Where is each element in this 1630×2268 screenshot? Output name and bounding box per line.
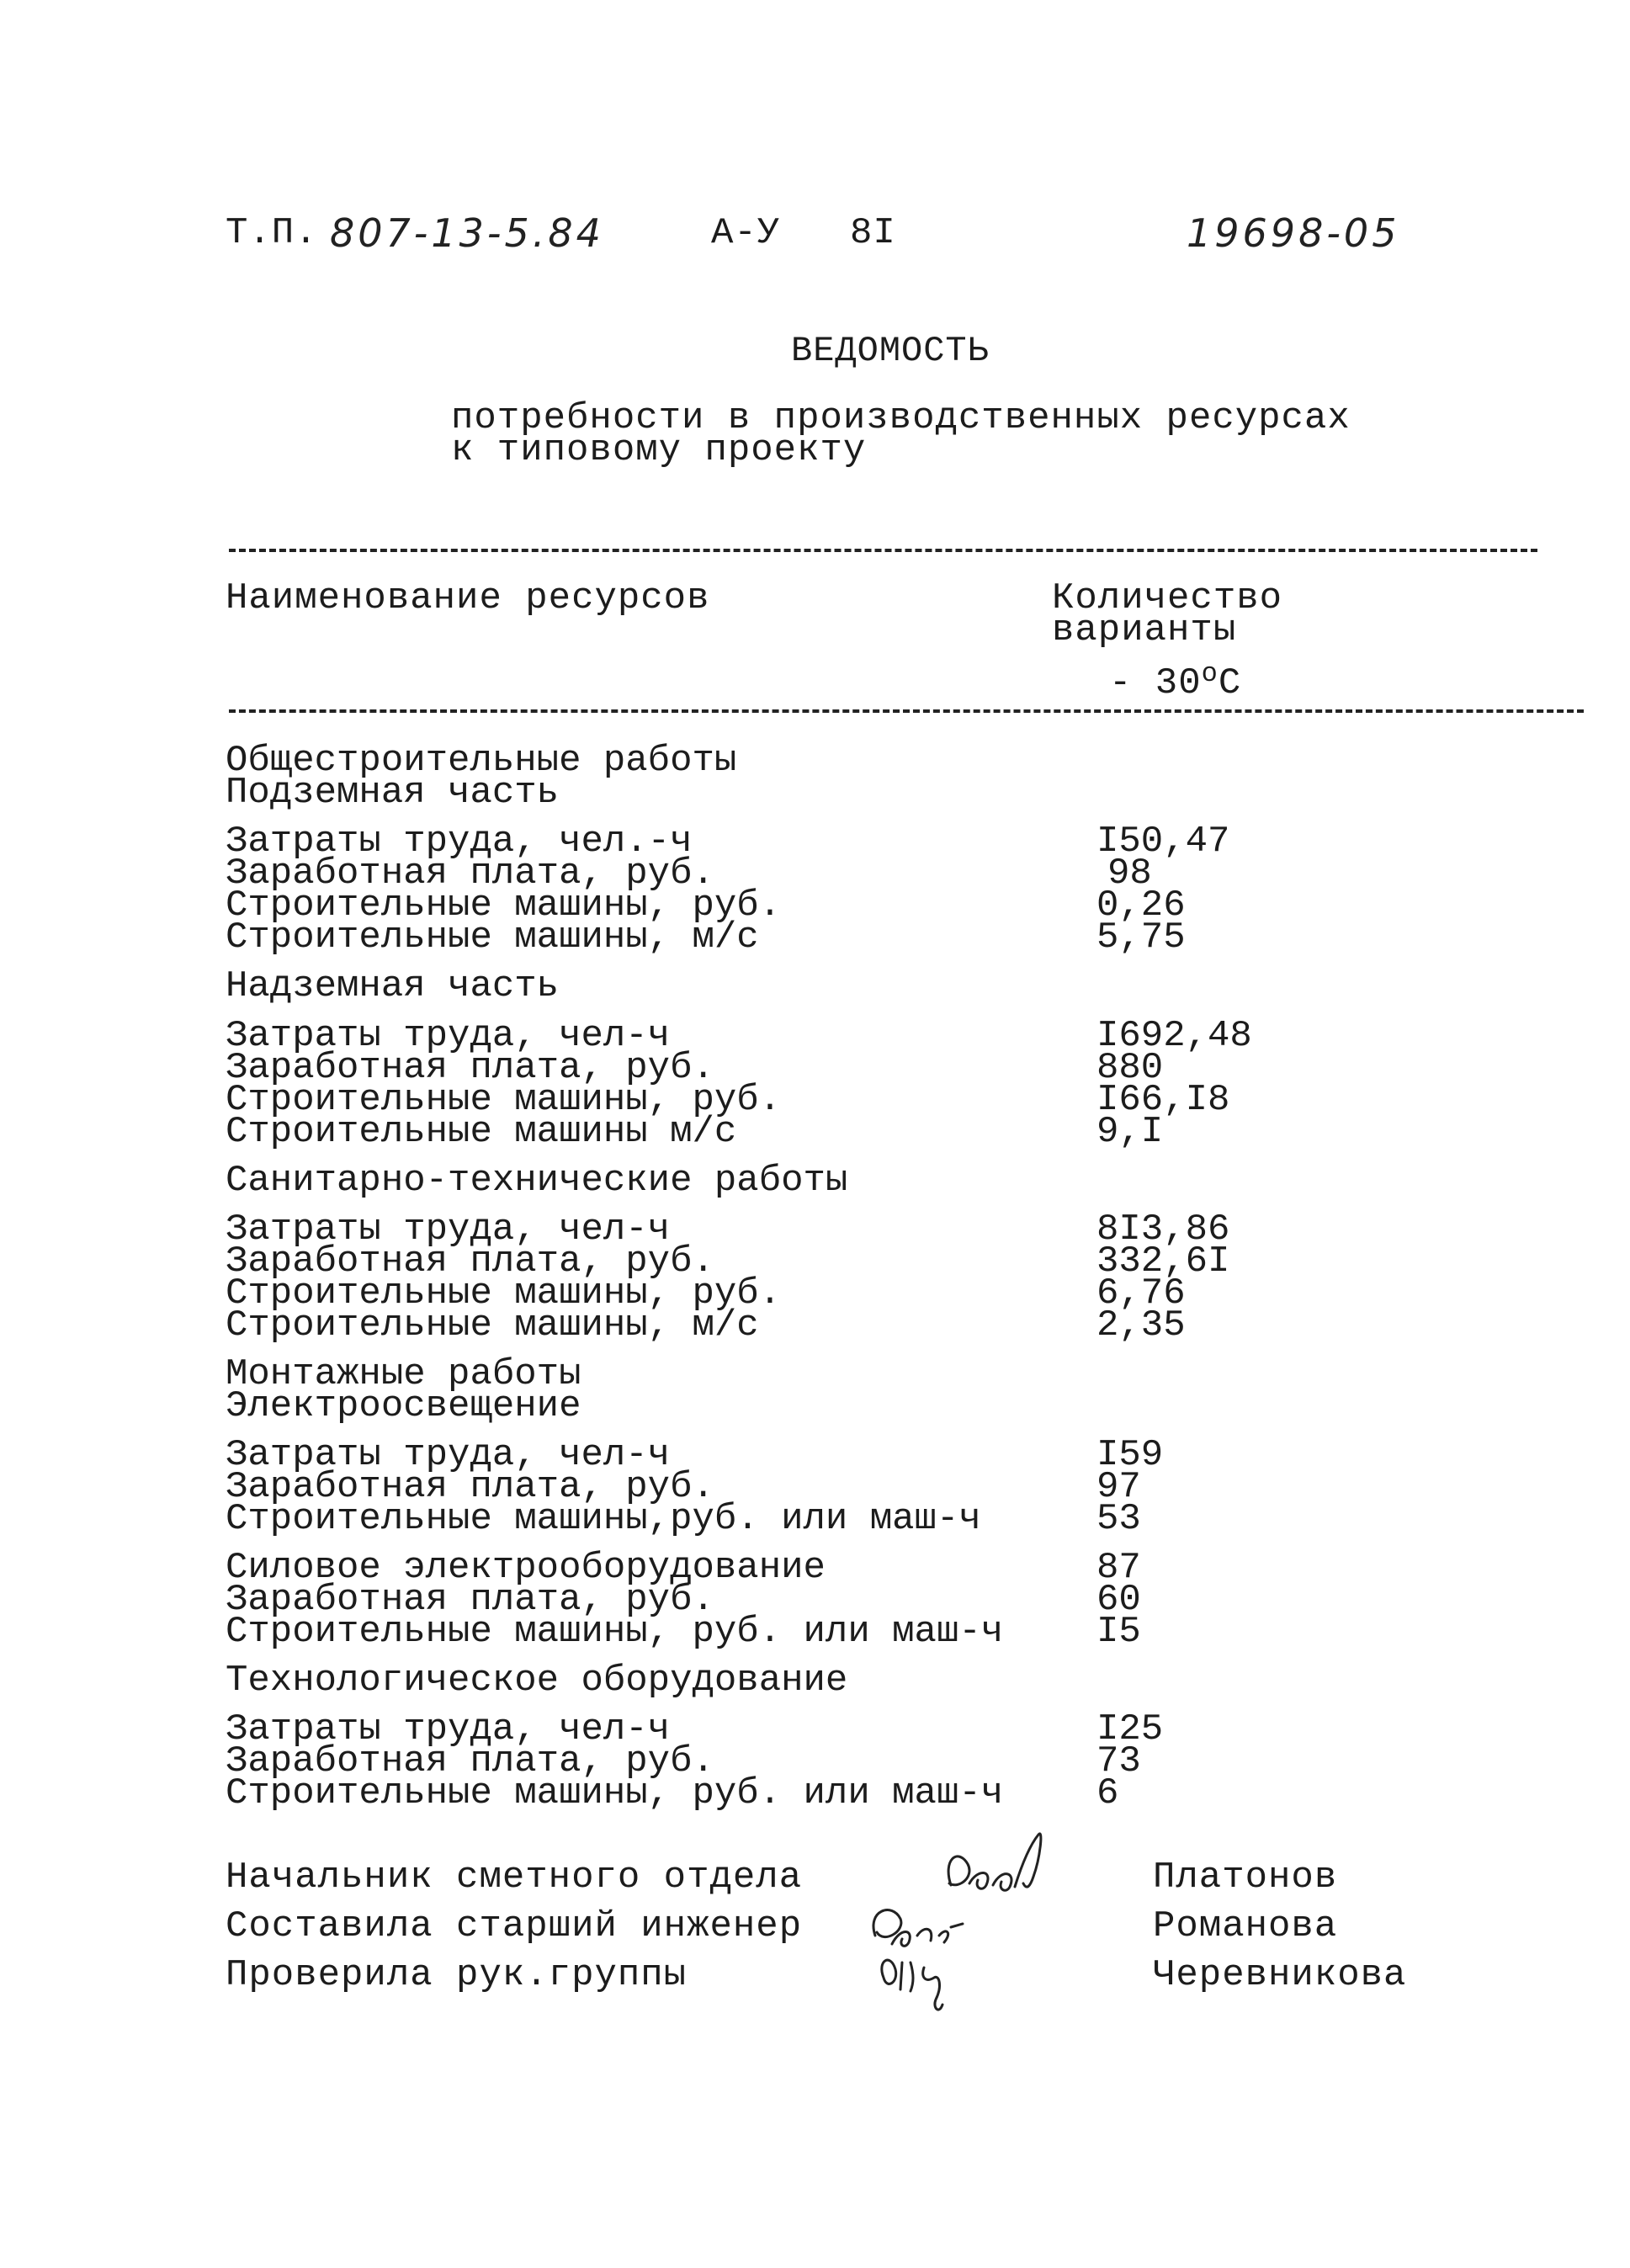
handwritten-signatures bbox=[858, 1809, 1111, 2037]
row-label: Строительные машины, руб. или маш-ч bbox=[226, 1611, 1004, 1653]
row-value: 53 bbox=[1096, 1498, 1141, 1540]
row-value: I25 bbox=[1096, 1708, 1164, 1750]
row-value: 9,I bbox=[1096, 1111, 1164, 1153]
row-label: Заработная плата, руб. bbox=[226, 1579, 714, 1621]
row-label: Строительные машины, руб. bbox=[226, 884, 782, 927]
row-label: Заработная плата, руб. bbox=[226, 1466, 714, 1508]
signature-name: Платонов bbox=[1153, 1856, 1338, 1899]
row-value: 60 bbox=[1096, 1579, 1141, 1621]
temperature-unit: С bbox=[1218, 662, 1242, 704]
column-header-variants: варианты bbox=[1052, 609, 1237, 651]
row-label: Заработная плата, руб. bbox=[226, 1740, 714, 1782]
row-label: Затраты труда, чел-ч bbox=[226, 1708, 671, 1750]
table-row bbox=[226, 1498, 1404, 1540]
signature-role: Составила старший инженер bbox=[226, 1905, 803, 1947]
signature-role: Начальник сметного отдела bbox=[226, 1856, 803, 1899]
degree-sign: о bbox=[1201, 658, 1219, 689]
column-header-quantity: Количество bbox=[1052, 577, 1283, 619]
row-label: Строительные машины,руб. или маш-ч bbox=[226, 1498, 981, 1540]
row-value: I5 bbox=[1096, 1611, 1141, 1653]
row-label: Заработная плата, руб. bbox=[226, 1047, 714, 1089]
row-label: Строительные машины, м/с bbox=[226, 916, 759, 959]
row-label: Затраты труда, чел-ч bbox=[226, 1015, 671, 1057]
column-header-name: Наименование ресурсов bbox=[226, 577, 710, 619]
column-header-temperature bbox=[1109, 658, 1242, 704]
row-label: Строительные машины, м/с bbox=[226, 1304, 759, 1346]
row-value: 98 bbox=[1107, 852, 1152, 895]
table-row bbox=[226, 1304, 1404, 1346]
row-value: 5,75 bbox=[1096, 916, 1186, 959]
row-label: Силовое электрооборудование bbox=[226, 1547, 826, 1589]
table-row bbox=[226, 1611, 1404, 1653]
row-value: I59 bbox=[1096, 1434, 1164, 1476]
document-title: ВЕДОМОСТЬ bbox=[791, 331, 990, 371]
signature-scribble-3 bbox=[882, 1960, 942, 2010]
row-label: Строительные машины м/с bbox=[226, 1111, 737, 1153]
tp-prefix: Т.П. bbox=[226, 212, 318, 254]
row-value: 8I3,86 bbox=[1096, 1208, 1230, 1251]
top-dashed-rule bbox=[229, 549, 1537, 552]
title-line-2: к типовому проекту bbox=[451, 429, 867, 471]
signature-name: Черевникова bbox=[1153, 1954, 1407, 1996]
table-row bbox=[226, 916, 1404, 959]
temperature-value: - 30 bbox=[1109, 662, 1202, 704]
sheet-number: 8I bbox=[850, 212, 896, 254]
row-label: Заработная плата, руб. bbox=[226, 1240, 714, 1283]
inventory-number: 19698-05 bbox=[1187, 210, 1400, 256]
section-title: Общестроительные работы bbox=[226, 740, 737, 782]
signature-role: Проверила рук.группы bbox=[226, 1954, 688, 1996]
row-label: Строительные машины, руб. bbox=[226, 1272, 782, 1315]
row-value: I66,I8 bbox=[1096, 1079, 1230, 1121]
row-value: 97 bbox=[1096, 1466, 1141, 1508]
section-subtitle: Подземная часть bbox=[226, 772, 560, 814]
row-value: 2,35 bbox=[1096, 1304, 1186, 1346]
row-value: I50,47 bbox=[1096, 821, 1230, 863]
row-value: I692,48 bbox=[1096, 1015, 1252, 1057]
signature-name: Романова bbox=[1153, 1905, 1338, 1947]
section-subtitle: Электроосвещение bbox=[226, 1385, 581, 1427]
header-dashed-rule bbox=[229, 709, 1584, 713]
section-title: Санитарно-технические работы bbox=[226, 1160, 848, 1202]
row-value: 6 bbox=[1096, 1772, 1119, 1814]
table-row bbox=[226, 1772, 1404, 1814]
row-label: Затраты труда, чел-ч bbox=[226, 1208, 671, 1251]
signature-scribble-1 bbox=[948, 1834, 1041, 1890]
row-label: Затраты труда, чел-ч bbox=[226, 1434, 671, 1476]
row-value: 880 bbox=[1096, 1047, 1164, 1089]
row-label: Заработная плата, руб. bbox=[226, 852, 714, 895]
row-label: Строительные машины, руб. или маш-ч bbox=[226, 1772, 1004, 1814]
tp-number: 807-13-5.84 bbox=[330, 210, 604, 256]
section-title: Надземная часть bbox=[226, 965, 560, 1007]
row-value: 332,6I bbox=[1096, 1240, 1230, 1283]
section-title: Технологическое оборудование bbox=[226, 1660, 848, 1702]
table-row bbox=[226, 1111, 1404, 1153]
row-value: 73 bbox=[1096, 1740, 1141, 1782]
album-code: А-У bbox=[711, 212, 781, 254]
row-value: 6,76 bbox=[1096, 1272, 1186, 1315]
signature-scribble-2 bbox=[873, 1910, 963, 1947]
row-value: 87 bbox=[1096, 1547, 1141, 1589]
row-label: Затраты труда, чел.-ч bbox=[226, 821, 693, 863]
section-title: Монтажные работы bbox=[226, 1353, 581, 1395]
row-label: Строительные машины, руб. bbox=[226, 1079, 782, 1121]
row-value: 0,26 bbox=[1096, 884, 1186, 927]
title-line-1: потребности в производственных ресурсах bbox=[451, 397, 1351, 439]
